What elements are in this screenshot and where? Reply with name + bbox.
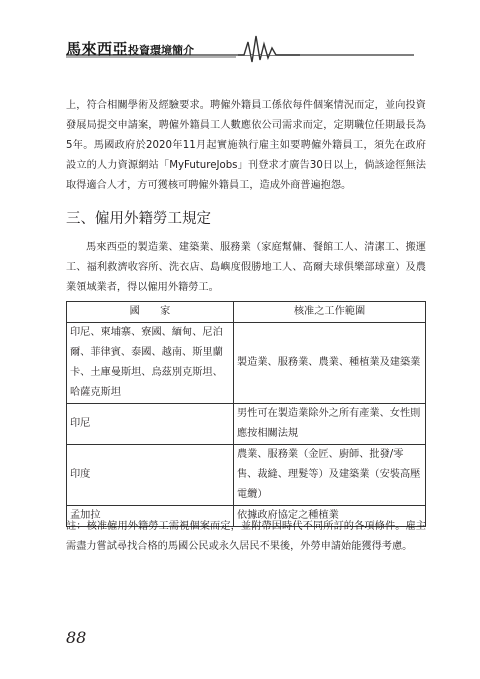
header-title: [66, 38, 194, 59]
page-number: 88: [66, 628, 87, 647]
header-title-sub: 投資環境簡介: [128, 44, 195, 57]
foreign-worker-table: [66, 301, 426, 527]
table-header-row: [67, 302, 426, 323]
paragraph-intro: 馬來西亞的製造業、建築業、服務業（家庭幫傭、餐館工人、清潔工、搬運工、福利救濟收容所、洗衣店、島嶼度假勝地工人、高爾夫球俱樂部球童）及農業領域業者，得以僱用外籍勞工。: [66, 242, 426, 293]
scope-cell: 製造業、服務業、農業、種植業及建築業: [234, 323, 426, 404]
column-header-scope: 核准之工作範圍: [234, 302, 426, 323]
country-cell: 印尼、柬埔寨、寮國、緬甸、尼泊爾、菲律賓、泰國、越南、斯里蘭卡、土庫曼斯坦、烏茲別克斯坦、哈薩克斯坦: [67, 323, 234, 404]
table-row: [67, 404, 426, 445]
section-title: 三、僱用外籍勞工規定: [66, 211, 211, 227]
country-cell: 印度: [67, 445, 234, 506]
column-header-country: 國 家: [67, 302, 234, 323]
paragraph-continuation: 上，符合相關學術及經驗要求。聘僱外籍員工係依每件個案情況而定，並向投資發展局提交申請案，聘僱外籍員工人數應依公司需求而定，定期職位任期最長為5年。馬國政府於2020年11月起實施執行雇主如要聘僱外籍員工，須先在政府設立的人力資源網站「MyFutureJobs」刊登求才廣告30日以上，倘該途徑無法取得適合人才，方可獲核可聘僱外籍員工，造成外商普遍抱怨。: [66, 100, 426, 191]
page-header: [0, 0, 480, 70]
scope-cell: 男性可在製造業除外之所有產業、女性則應按相關法規: [234, 404, 426, 445]
country-cell: 孟加拉: [67, 506, 234, 527]
table-footnote: 註：核准僱用外籍勞工需視個案而定，並附帶因時代不同所訂的各項條件。雇主需盡力嘗試尋找合格的馬國公民或永久居民不果後，外勞申請始能獲得考慮。: [66, 521, 426, 552]
header-title-main: 馬來西亞: [66, 40, 129, 58]
scope-cell: 農業、服務業（金匠、廚師、批發/零售、裁縫、理髮等）及建築業（安裝高壓電纜）: [234, 445, 426, 506]
header-decoration: [0, 0, 480, 70]
table-row: [67, 445, 426, 506]
country-cell: 印尼: [67, 404, 234, 445]
scope-cell: 依據政府協定之種植業: [234, 506, 426, 527]
table-row: [67, 323, 426, 404]
